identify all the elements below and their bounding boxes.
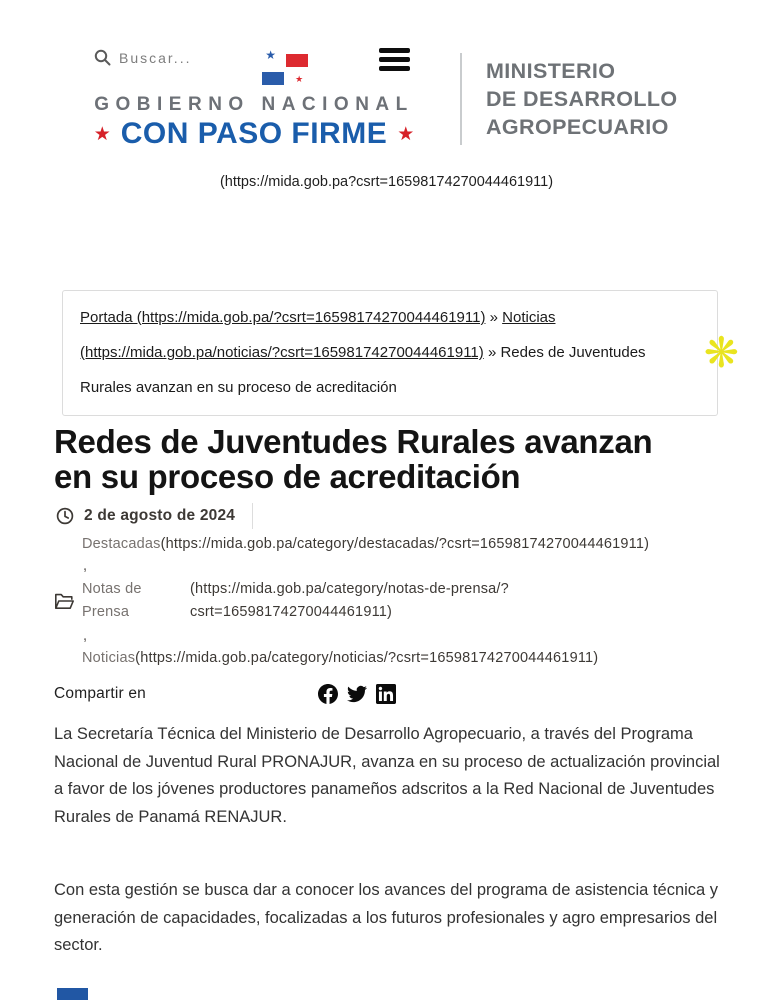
page-title: Redes de Juventudes Rurales avanzan en su proceso de acreditación — [54, 423, 653, 495]
facebook-icon[interactable] — [318, 684, 338, 704]
breadcrumb-link-portada[interactable]: Portada (https://mida.gob.pa/?csrt=16598174270044461911) — [80, 309, 486, 326]
search-label: Buscar... — [119, 49, 192, 66]
menu-icon[interactable] — [379, 46, 410, 75]
paragraph: La Secretaría Técnica del Ministerio de Desarrollo Agropecuario, a través del Programa Nacional de Juventud Rural PRONAJUR, avanza en su proceso de actualización provincial a favor de los jóvenes productores panameños adscritos a la Red Nacional de Juventudes Rurales de Panamá RENAJUR. — [54, 725, 720, 826]
flag-red-star: ★ — [295, 74, 304, 84]
folder-icon — [54, 592, 75, 611]
ministry-name: MINISTERIO DE DESARROLLO AGROPECUARIO — [486, 58, 678, 139]
article-body — [54, 721, 726, 960]
asterisk-icon: ❋ — [703, 328, 739, 377]
breadcrumb-separator: » — [489, 309, 498, 326]
breadcrumb-separator: » — [487, 344, 497, 361]
search-bar[interactable] — [94, 49, 191, 66]
logo-home-link[interactable] — [70, 46, 438, 151]
meta-divider — [252, 503, 253, 529]
share-label: Compartir en — [54, 685, 146, 702]
post-categories — [54, 534, 726, 668]
red-star-icon: ★ — [93, 123, 111, 145]
clock-icon — [56, 507, 74, 525]
linkedin-icon[interactable] — [376, 684, 396, 704]
category-separator: , — [83, 558, 88, 574]
site-header — [0, 0, 773, 151]
breadcrumb-link-noticias[interactable]: Noticias (https://mida.gob.pa/noticias/?csrt=16598174270044461911) — [80, 309, 556, 361]
category-separator: , — [83, 628, 88, 644]
logo-gobierno-nacional: GOBIERNO NACIONAL — [94, 94, 414, 115]
category-link-destacadas[interactable]: Destacadas(https://mida.gob.pa/category/destacadas/?csrt=16598174270044461911) — [82, 536, 650, 552]
category-link-noticias[interactable]: Noticias(https://mida.gob.pa/category/noticias/?csrt=16598174270044461911) — [82, 650, 599, 666]
logo-divider — [460, 53, 462, 145]
red-star-icon: ★ — [397, 123, 415, 145]
twitter-icon[interactable] — [347, 684, 367, 704]
breadcrumb — [62, 290, 739, 416]
search-icon — [94, 49, 111, 66]
flag-red-quarter — [286, 54, 308, 67]
share-icons — [318, 684, 396, 704]
article — [54, 424, 726, 960]
category-link-notas-de-prensa[interactable]: Notas de Prensa (https://mida.gob.pa/category/notas-de-prensa/? csrt=16598174270044461911) — [82, 581, 509, 620]
paragraph: Con esta gestión se busca dar a conocer los avances del programa de asistencia técnica y generación de capacidades, focalizadas a los futuros profesionales y agro empresarios del sector. — [54, 881, 719, 954]
breadcrumb-current-page: Redes de Juventudes Rurales avanzan en su proceso de acreditación — [80, 344, 646, 396]
post-date: 2 de agosto de 2024 — [84, 507, 236, 524]
panama-flag-icon — [262, 48, 308, 85]
flag-blue-quarter — [262, 72, 284, 85]
share-row — [54, 684, 726, 704]
site-url-text: (https://mida.gob.pa?csrt=16598174270044461911) — [219, 174, 554, 190]
logo-con-paso-firme: ★ CON PASO FIRME ★ — [93, 117, 415, 150]
flag-blue-star: ★ — [265, 48, 276, 62]
bottom-blue-element — [57, 988, 88, 1000]
post-date-row — [56, 503, 726, 529]
